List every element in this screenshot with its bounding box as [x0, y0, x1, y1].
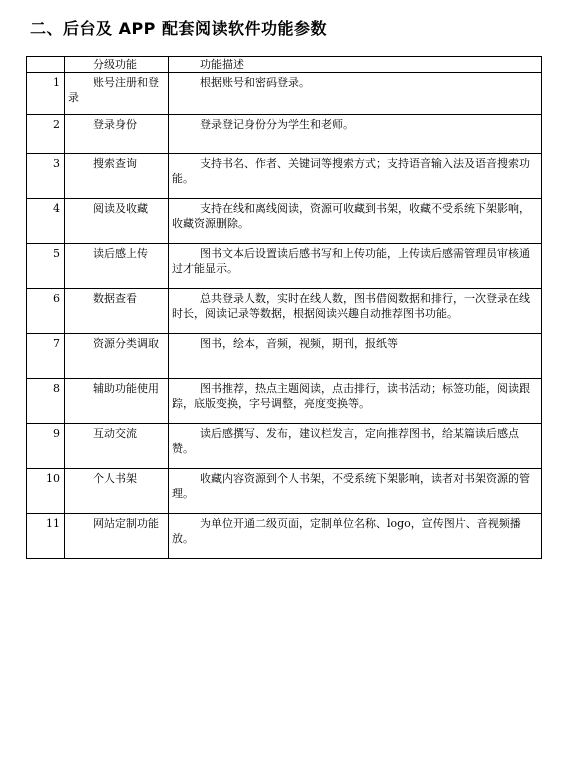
row-function-name: 辅助功能使用 [65, 379, 169, 424]
row-function-description: 总共登录人数，实时在线人数，图书借阅数据和排行，一次登录在线时长，阅读记录等数据，根据阅读兴趣自动推荐图书功能。 [169, 289, 542, 334]
table-row [27, 334, 542, 379]
row-function-name: 登录身份 [65, 115, 169, 154]
header-function-level: 分级功能 [65, 57, 169, 73]
table-row [27, 115, 542, 154]
row-function-name: 搜索查询 [65, 154, 169, 199]
row-function-name: 账号注册和登录 [65, 73, 169, 115]
row-function-name: 网站定制功能 [65, 514, 169, 559]
table-row [27, 424, 542, 469]
row-function-name: 数据查看 [65, 289, 169, 334]
header-function-description: 功能描述 [169, 57, 542, 73]
row-function-name: 资源分类调取 [65, 334, 169, 379]
table-row [27, 244, 542, 289]
row-function-name: 个人书架 [65, 469, 169, 514]
row-function-description: 图书文本后设置读后感书写和上传功能，上传读后感需管理员审核通过才能显示。 [169, 244, 542, 289]
row-number: 4 [27, 199, 65, 244]
row-number: 2 [27, 115, 65, 154]
row-number: 1 [27, 73, 65, 115]
row-number: 7 [27, 334, 65, 379]
row-function-description: 图书，绘本，音频，视频，期刊，报纸等 [169, 334, 542, 379]
row-function-description: 根据账号和密码登录。 [169, 73, 542, 115]
table-row [27, 199, 542, 244]
header-index [27, 57, 65, 73]
table-row [27, 154, 542, 199]
row-function-description: 支持书名、作者、关键词等搜索方式；支持语音输入法及语音搜索功能。 [169, 154, 542, 199]
row-number: 10 [27, 469, 65, 514]
function-parameter-table [26, 56, 542, 559]
page-title: 二、后台及 APP 配套阅读软件功能参数 [30, 19, 327, 38]
row-function-name: 阅读及收藏 [65, 199, 169, 244]
row-number: 8 [27, 379, 65, 424]
row-number: 9 [27, 424, 65, 469]
table-row [27, 289, 542, 334]
row-function-description: 登录登记身份分为学生和老师。 [169, 115, 542, 154]
table-row [27, 379, 542, 424]
table-row [27, 514, 542, 559]
row-number: 11 [27, 514, 65, 559]
row-function-name: 读后感上传 [65, 244, 169, 289]
row-function-description: 收藏内容资源到个人书架，不受系统下架影响，读者对书架资源的管理。 [169, 469, 542, 514]
row-function-description: 读后感撰写、发布，建议栏发言，定向推荐图书，给某篇读后感点赞。 [169, 424, 542, 469]
row-number: 5 [27, 244, 65, 289]
table-row [27, 73, 542, 115]
row-function-description: 支持在线和离线阅读，资源可收藏到书架，收藏不受系统下架影响，收藏资源删除。 [169, 199, 542, 244]
row-number: 6 [27, 289, 65, 334]
row-function-description: 图书推荐，热点主题阅读，点击排行，读书活动；标签功能，阅读跟踪，底版变换，字号调整，亮度变换等。 [169, 379, 542, 424]
row-function-description: 为单位开通二级页面，定制单位名称、logo，宣传图片、音视频播放。 [169, 514, 542, 559]
row-number: 3 [27, 154, 65, 199]
table-row [27, 469, 542, 514]
table-header-row [27, 57, 542, 73]
row-function-name: 互动交流 [65, 424, 169, 469]
